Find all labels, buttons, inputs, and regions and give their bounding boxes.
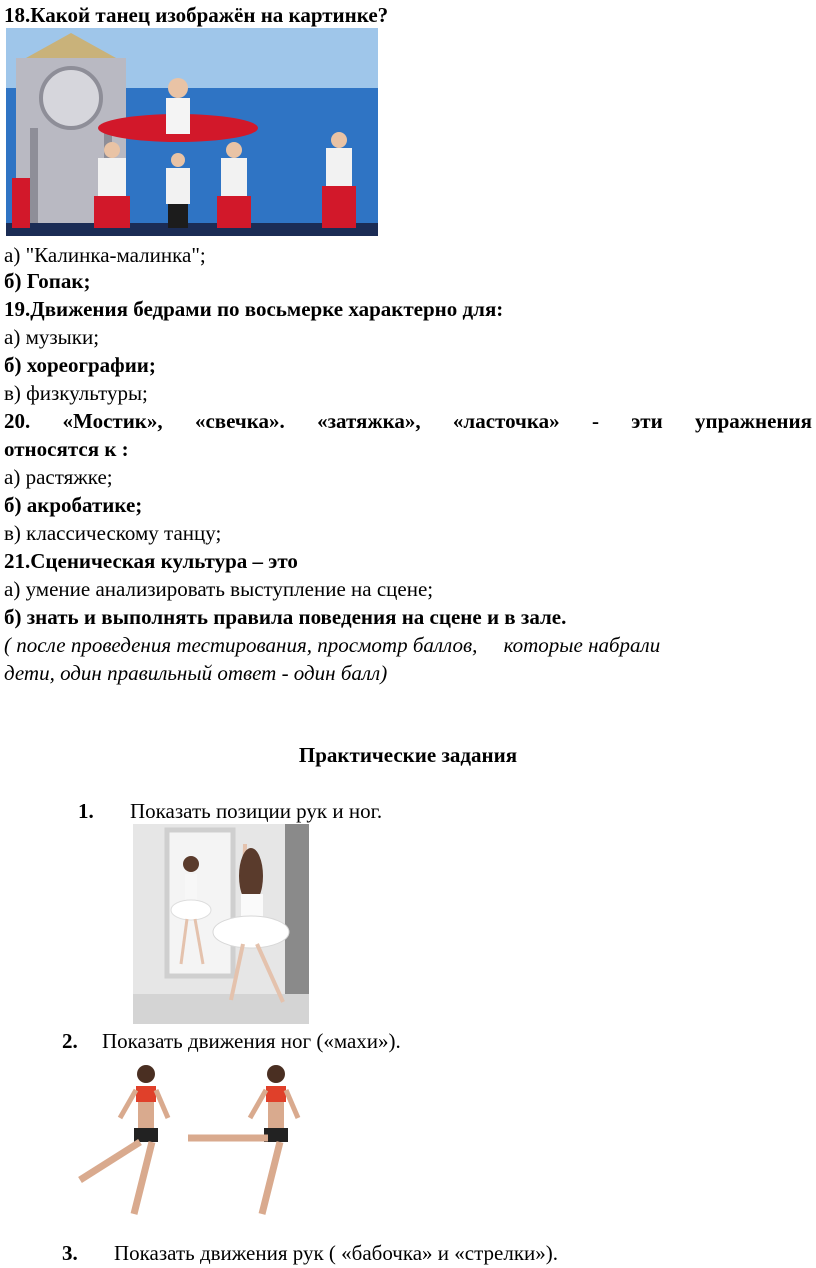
task-3-text: Показать движения рук ( «бабочка» и «стрелки»). [114, 1241, 559, 1265]
q20-word: «Мостик», [62, 409, 163, 433]
scoring-note-line1: ( после проведения тестирования, просмотр баллов, которые набрали [4, 633, 661, 657]
q20-option-a: а) растяжке; [4, 465, 113, 489]
q20-question-line1 [4, 408, 812, 434]
q21-question: 21.Сценическая культура – это [4, 549, 298, 573]
q20-word: «свечка». [194, 409, 285, 433]
q20-option-b: б) акробатике; [4, 493, 143, 517]
leg-swing-photo [70, 1058, 310, 1226]
q20-word: «ласточка» [452, 409, 560, 433]
hopak-dance-photo [6, 28, 378, 236]
q21-option-a: а) умение анализировать выступление на сцене; [4, 577, 434, 601]
q20-question-line2: относятся к : [4, 437, 129, 461]
scoring-note-line2: дети, один правильный ответ - один балл) [4, 661, 388, 685]
q20-word: эти [631, 409, 663, 433]
q19-option-c: в) физкультуры; [4, 381, 148, 405]
q20-word: «затяжка», [317, 409, 421, 433]
task-2-text: Показать движения ног («махи»). [102, 1029, 401, 1053]
q21-option-b: б) знать и выполнять правила поведения на сцене и в зале. [4, 605, 567, 629]
q20-option-c: в) классическому танцу; [4, 521, 222, 545]
q18-option-b: б) Гопак; [4, 269, 91, 293]
ballet-mirror-photo [133, 824, 309, 1024]
q18-option-a: а) "Калинка-малинка"; [4, 243, 206, 267]
q20-word: упражнения [695, 409, 812, 433]
q19-option-b: б) хореографии; [4, 353, 156, 377]
q18-question: 18.Какой танец изображён на картинке? [4, 3, 389, 27]
q20-word: 20. [4, 409, 31, 433]
task-1-text: Показать позиции рук и ног. [130, 799, 383, 823]
task-3-number: 3. [62, 1241, 78, 1265]
q19-question: 19.Движения бедрами по восьмерке характерно для: [4, 297, 504, 321]
q19-option-a: а) музыки; [4, 325, 100, 349]
task-1-number: 1. [78, 799, 94, 823]
task-2-number: 2. [62, 1029, 78, 1053]
q20-word: - [591, 409, 599, 433]
practical-heading: Практические задания [298, 743, 518, 767]
